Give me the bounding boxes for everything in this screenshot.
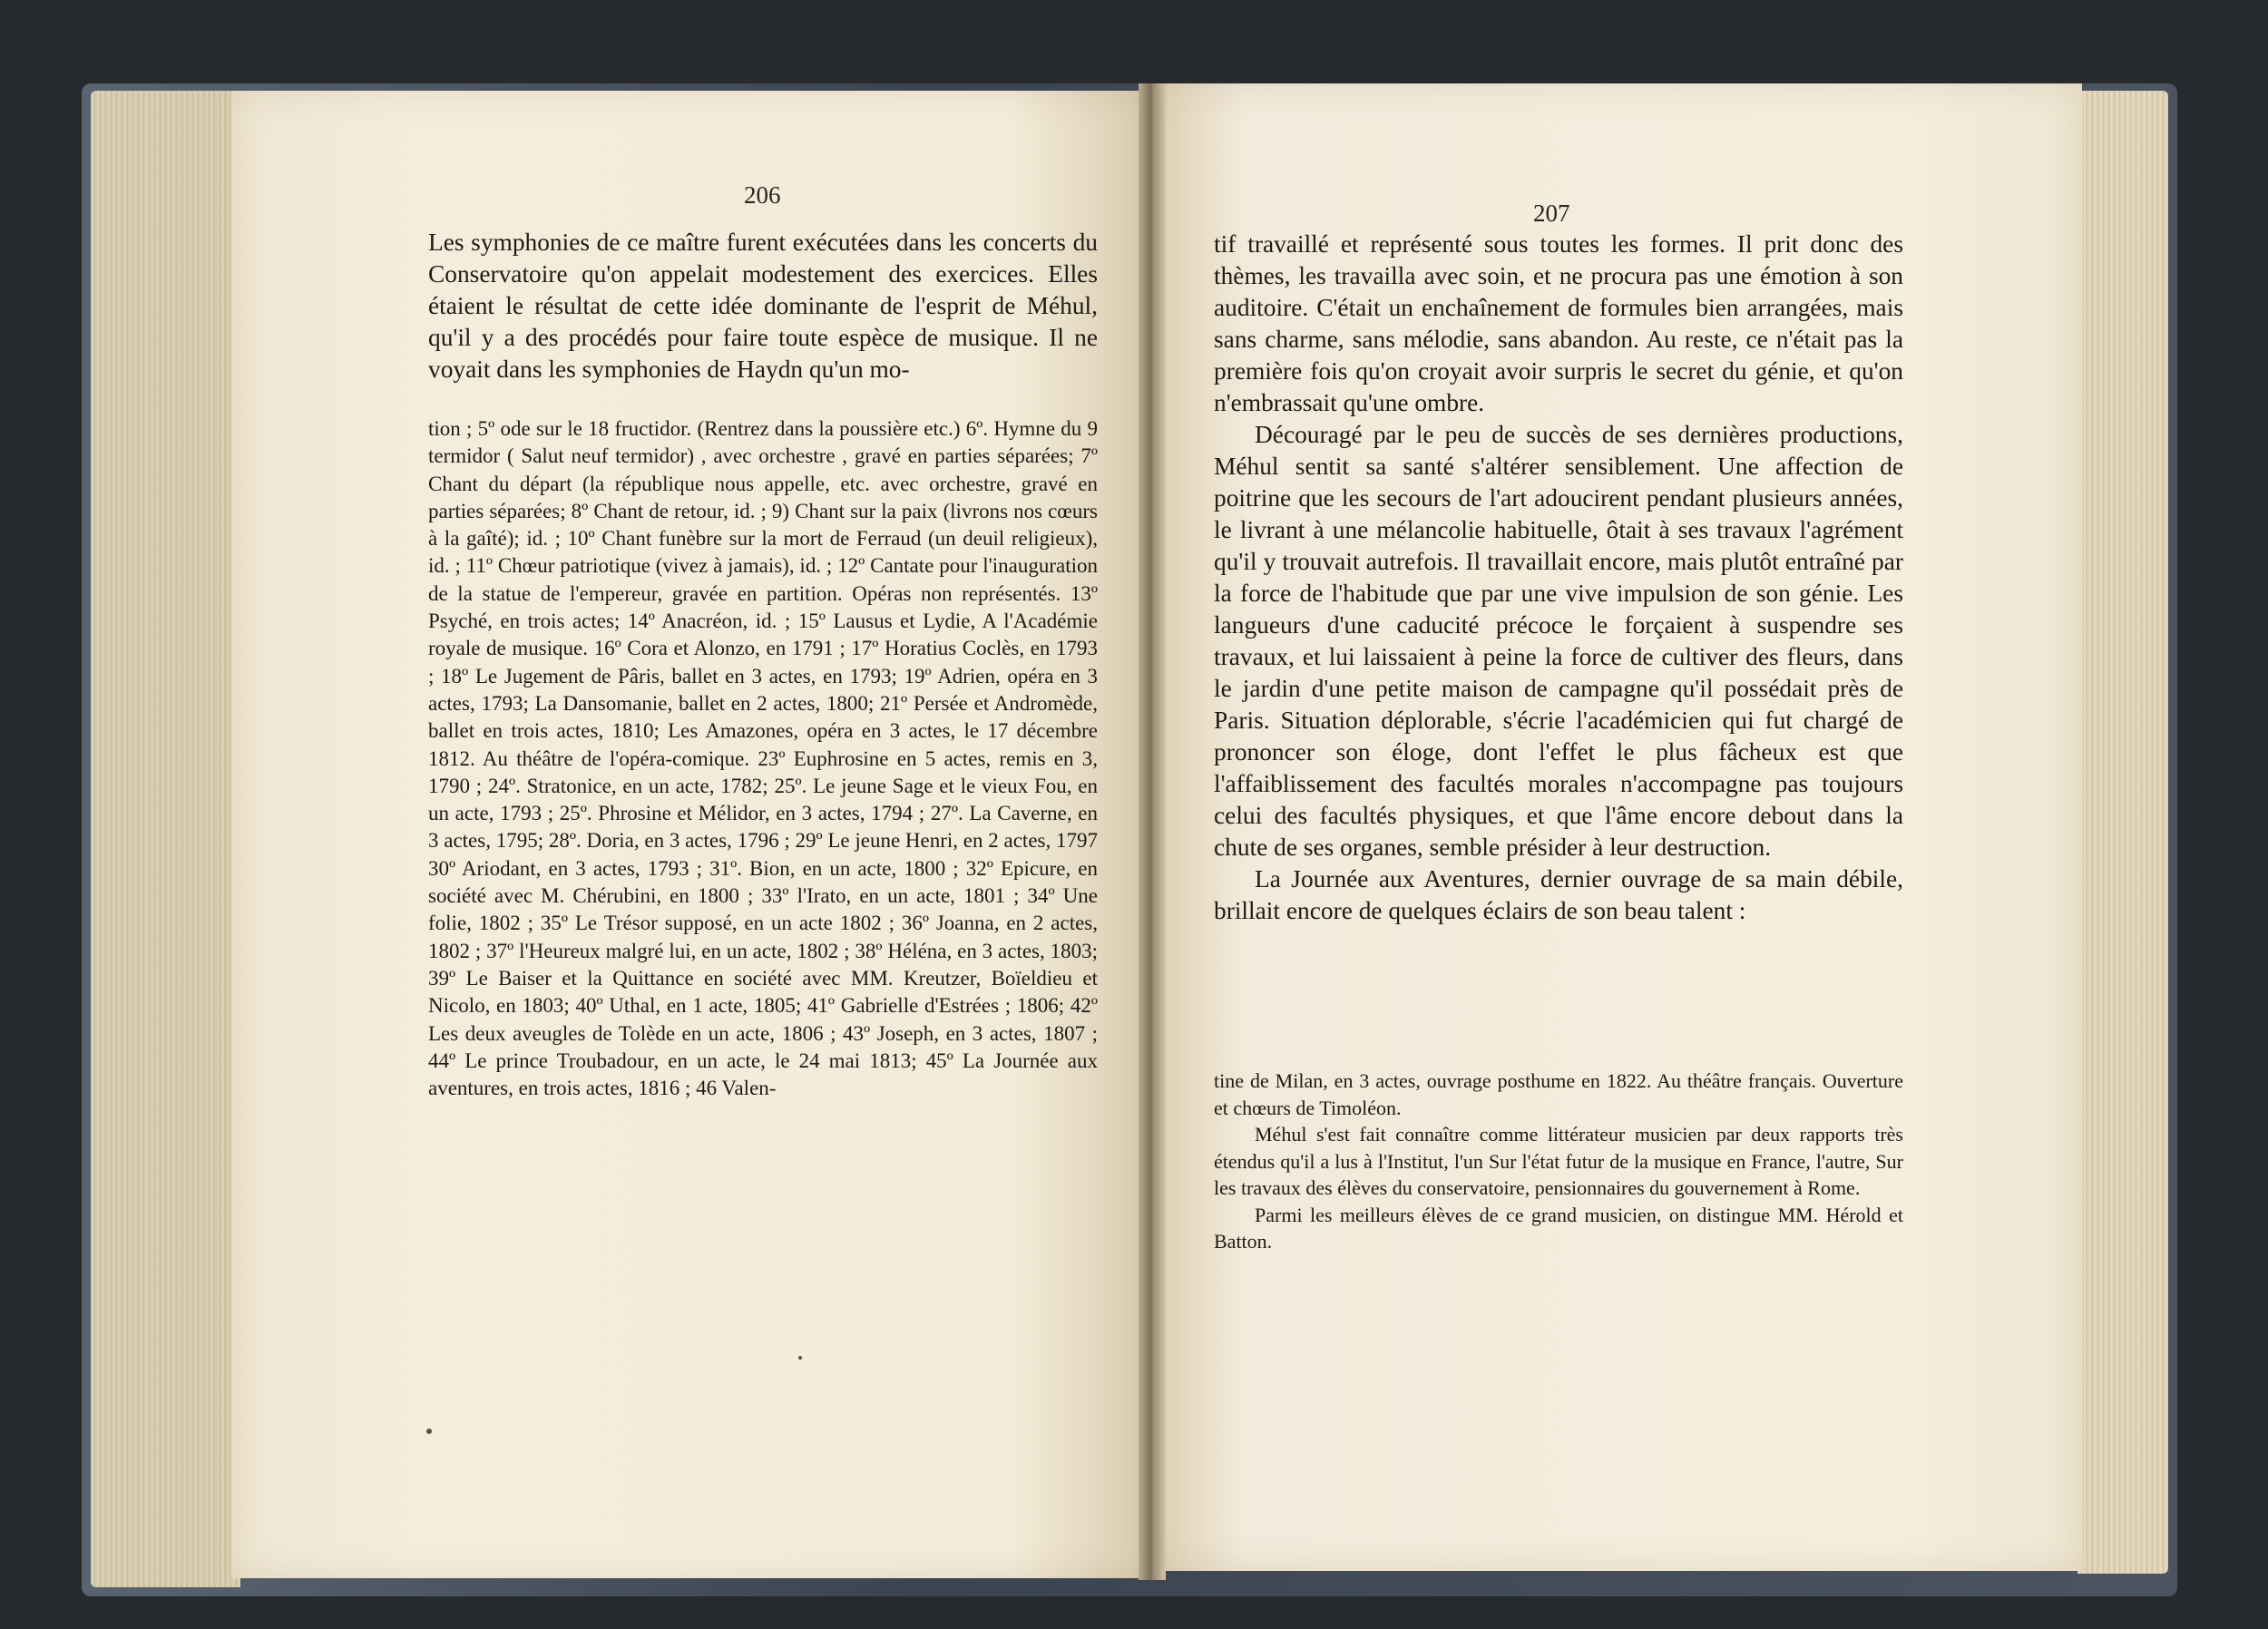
right-note-2: Méhul s'est fait connaître comme littérateur musicien par deux rapports très étendus qu'il a lus à l'Institut, l'un Sur l'état futur de la musique en France, l'autre, Sur les travaux des élèves du conservatoire, pensionnaires du gouvernement à Rome. xyxy=(1214,1123,1903,1199)
left-body-text xyxy=(428,227,1098,385)
page-edges-right xyxy=(2077,91,2168,1574)
right-paragraph-3: La Journée aux Aventures, dernier ouvrage de sa main débile, brillait encore de quelques éclairs de son beau talent : xyxy=(1214,865,1903,924)
right-note-3: Parmi les meilleurs élèves de ce grand musicien, on distingue MM. Hérold et Batton. xyxy=(1214,1203,1903,1253)
ink-speck xyxy=(426,1429,432,1434)
left-paragraph: Les symphonies de ce maître furent exécutées dans les concerts du Conservatoire qu'on appelait modestement des exercices. Elles étaient le résultat de cette idée dominante de l'esprit de Méhul, qu'il y a des procédés pour faire toute espèce de musique. Il ne voyait dans les symphonies de Haydn qu'un mo- xyxy=(428,229,1098,383)
book-gutter xyxy=(1139,83,1166,1580)
right-footnotes xyxy=(1214,1068,1903,1255)
works-catalogue: tion ; 5º ode sur le 18 fructidor. (Rentrez dans la poussière etc.) 6º. Hymne du 9 termidor ( Salut neuf termidor) , avec orchestre , gravé en parties séparées; 7º Chant du départ (la république nous appelle, etc. avec orchestre, gravé en parties séparées; 8º Chant de retour, id. ; 9) Chant sur la paix (livrons nos cœurs à la gaîté); id. ; 10º Chant funèbre sur la mort de Ferraud (un deuil religieux), id. ; 11º Chœur patriotique (vivez à jamais), id. ; 12º Cantate pour l'inauguration de la statue de l'empereur, gravée en partition. Opéras non représentés. 13º Psyché, en trois actes; 14º Anacréon, id. ; 15º Lausus et Lydie, A l'Académie royale de musique. 16º Cora et Alonzo, en 1791 ; 17º Horatius Coclès, en 1793 ; 18º Le Jugement de Pâris, ballet en 3 actes, en 1793; 19º Adrien, opéra en 3 actes, 1793; La Dansomanie, ballet en 2 actes, 1800; 21º Persée et Andromède, ballet en trois actes, 1810; Les Amazones, opéra en 3 actes, le 17 décembre 1812. Au théâtre de l'opéra-comique. 23º Euphrosine en 5 actes, remis en 3, 1790 ; 24º. Stratonice, en un acte, 1782; 25º. Le jeune Sage et le vieux Fou, en un acte, 1793 ; 25º. Phrosine et Mélidor, en 3 actes, 1794 ; 27º. La Caverne, en 3 actes, 1795; 28º. Doria, en 3 actes, 1796 ; 29º Le jeune Henri, en 2 actes, 1797 30º Ariodant, en 3 actes, 1793 ; 31º. Bion, en un acte, 1800 ; 32º Epicure, en société avec M. Chérubini, en 1800 ; 33º l'Irato, en un acte, 1801 ; 34º Une folie, 1802 ; 35º Le Trésor supposé, en un acte 1802 ; 36º Joanna, en 2 actes, 1802 ; 37º l'Heureux malgré lui, en un acte, 1802 ; 38º Héléna, en 3 actes, 1803; 39º Le Baiser et la Quittance en société avec MM. Kreutzer, Boïeldieu et Nicolo, en 1803; 40º Uthal, en 1 acte, 1805; 41º Gabrielle d'Estrées ; 1806; 42º Les deux aveugles de Tolède en un acte, 1806 ; 43º Joseph, en 3 actes, 1807 ; 44º Le prince Troubadour, en un acte, le 24 mai 1813; 45º La Journée aux aventures, en trois actes, 1816 ; 46 Valen- xyxy=(428,417,1098,1100)
right-paragraph-2: Découragé par le peu de succès de ses dernières productions, Méhul sentit sa santé s'altérer sensiblement. Une affection de poitrine que les secours de l'art adoucirent pendant plusieurs années, le livrant à une mélancolie habituelle, ôtait à ses travaux l'agrément qu'il y trouvait autrefois. Il travaillait encore, mais plutôt entraîné par la force de l'habitude que par une vive impulsion de son génie. Les langueurs d'une caducité précoce le forçaient à suspendre ses travaux, et lui laissaient à peine la force de cultiver des fleurs, dans le jardin d'une petite maison de campagne qu'il possédait près de Paris. Situation déplorable, s'écrie l'académicien qui fut chargé de prononcer son éloge, dont l'effet le plus fâcheux est que l'affaiblissement des facultés morales n'accompagne pas toujours celui des facultés physiques, et que l'âme encore debout dans la chute de ses organes, semble présider à leur destruction. xyxy=(1214,421,1903,861)
ink-speck xyxy=(798,1356,802,1360)
right-note-1: tine de Milan, en 3 actes, ouvrage posthume en 1822. Au théâtre français. Ouverture et chœurs de Timoléon. xyxy=(1214,1069,1903,1119)
page-number-left: 206 xyxy=(744,181,781,209)
page-edges-left xyxy=(91,91,240,1587)
page-number-right: 207 xyxy=(1533,200,1570,227)
left-footnote-catalogue xyxy=(428,415,1098,1102)
right-body-text xyxy=(1214,229,1903,927)
right-paragraph-1: tif travaillé et représenté sous toutes les formes. Il prit donc des thèmes, les travailla avec soin, et ne procura pas une émotion à son auditoire. C'était un enchaînement de formules bien arrangées, mais sans charme, sans mélodie, sans abandon. Au reste, ce n'était pas la première fois qu'on croyait avoir surpris le secret du génie, et qu'on n'embrassait qu'une ombre. xyxy=(1214,230,1903,416)
